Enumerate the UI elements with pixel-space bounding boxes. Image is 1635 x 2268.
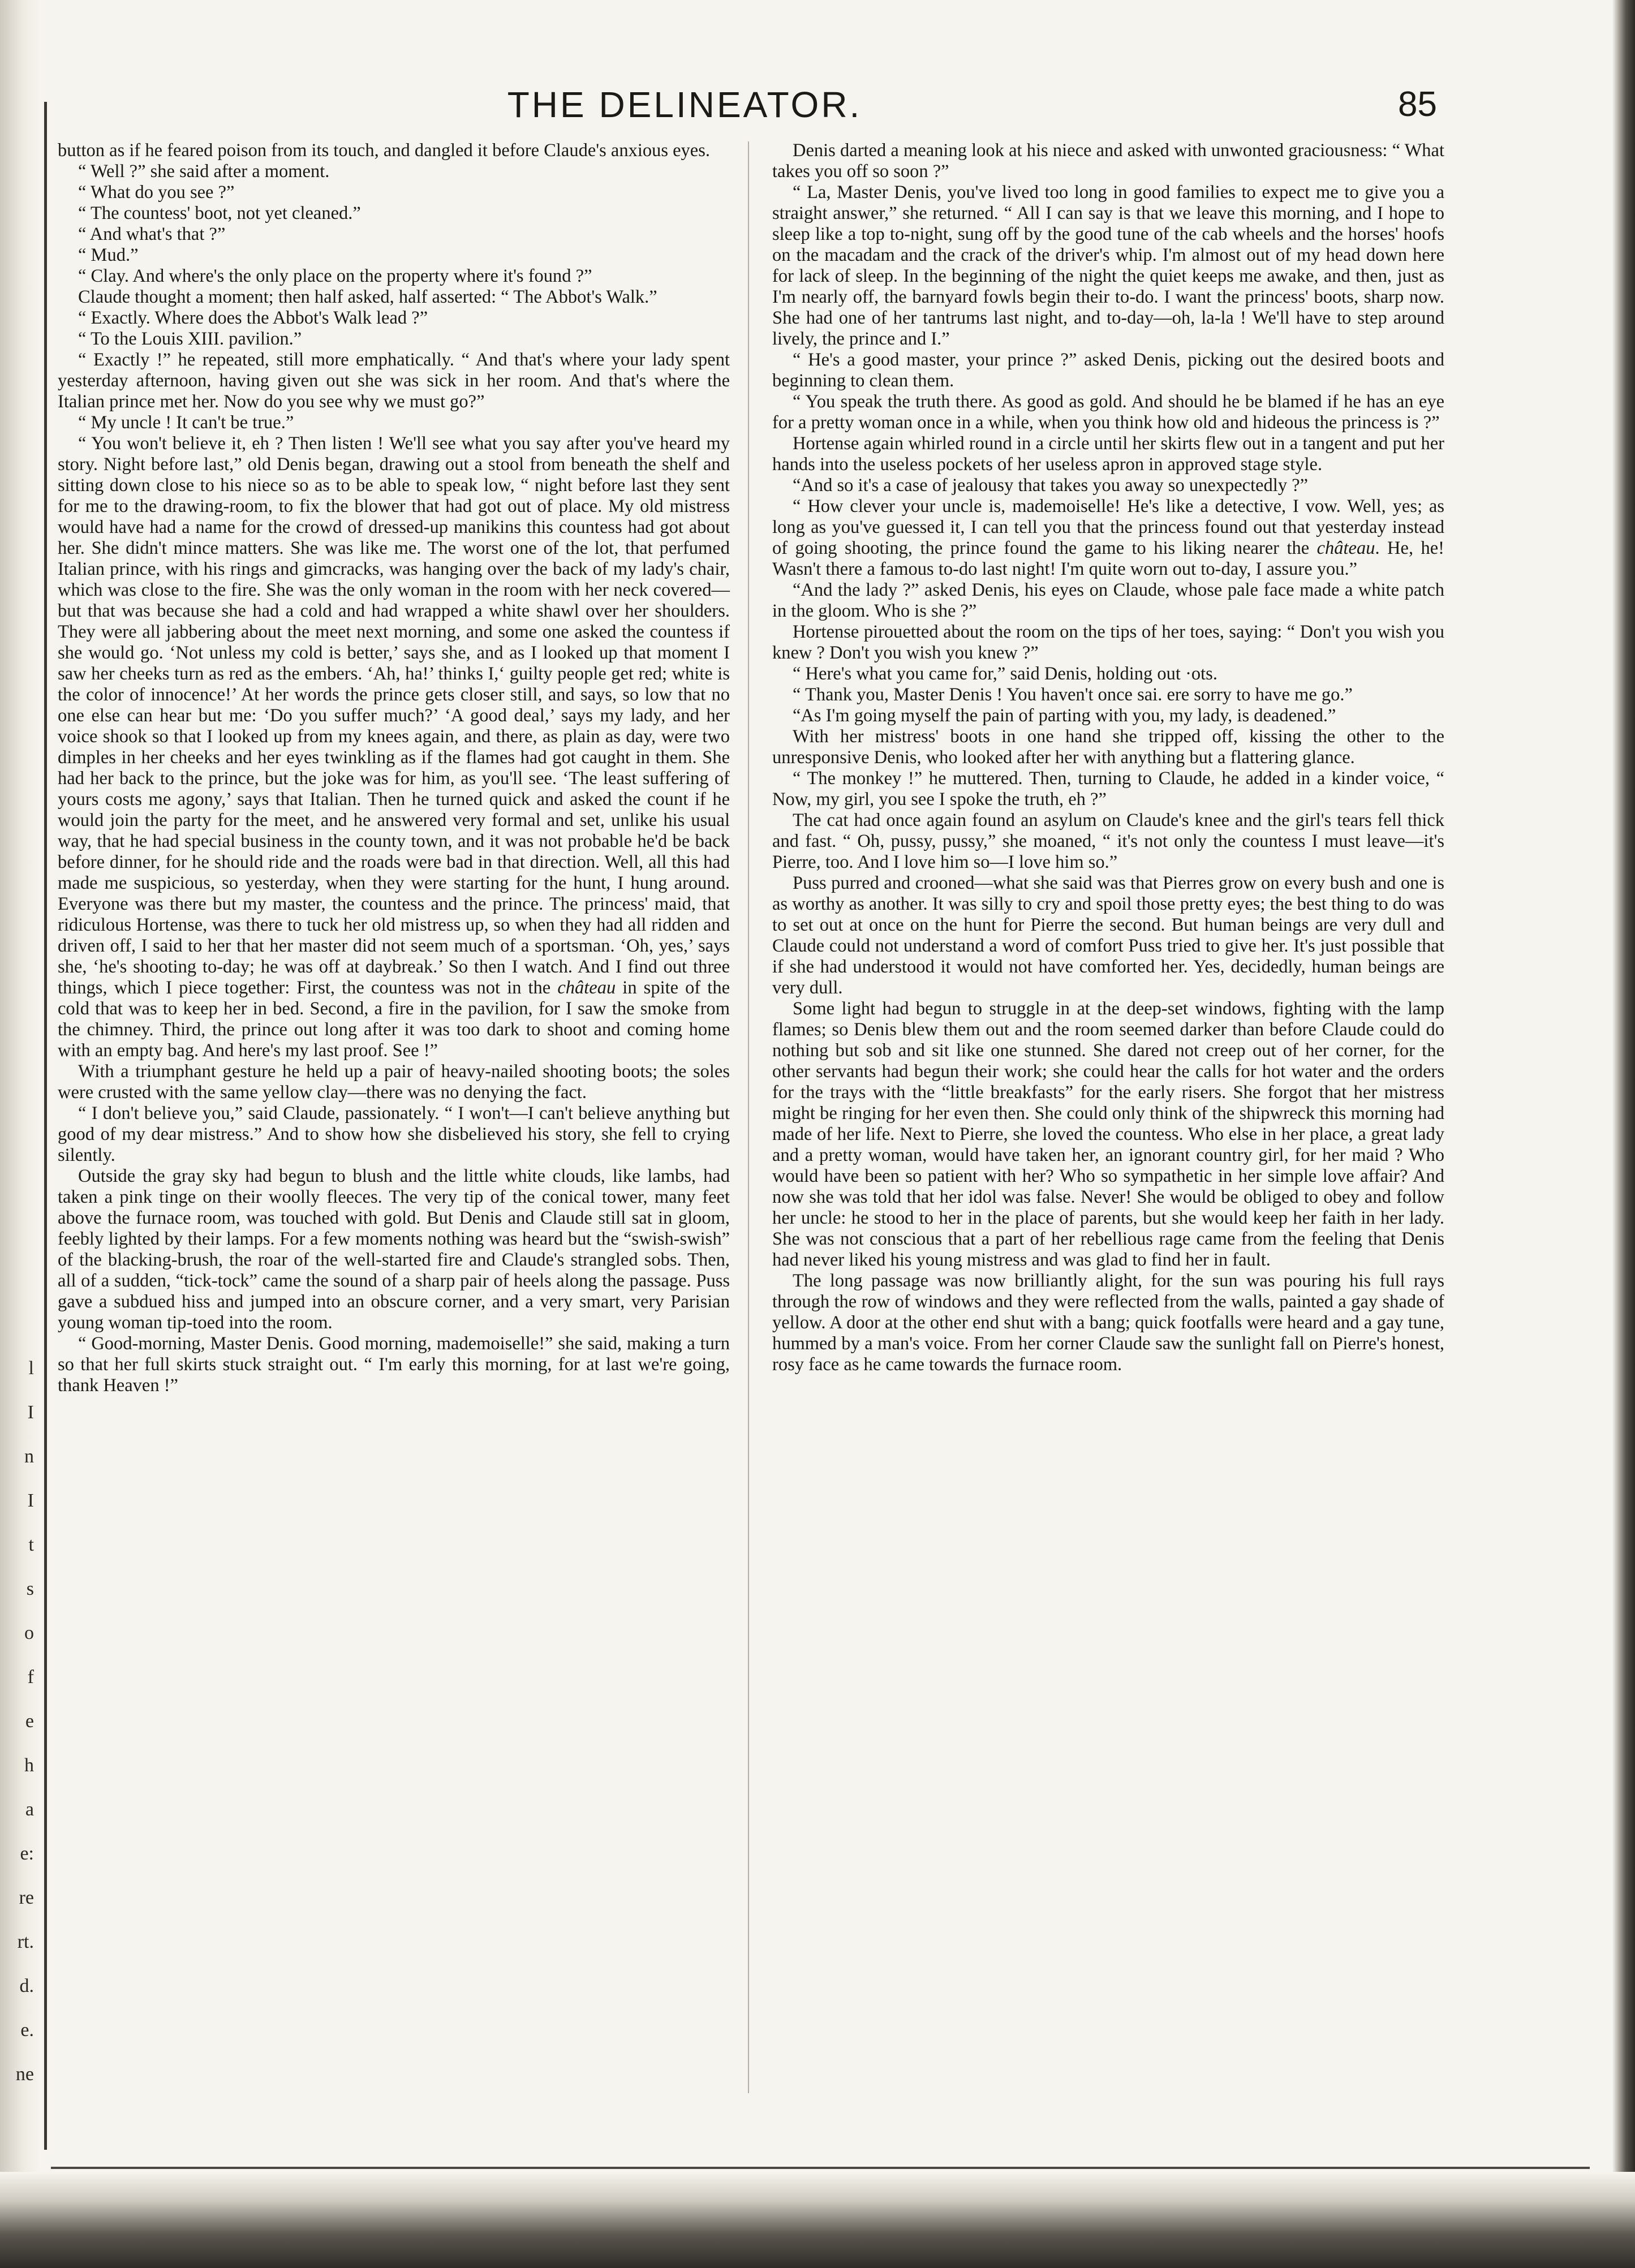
- bottom-rule: [51, 2167, 1590, 2169]
- paragraph: “ Exactly !” he repeated, still more emphatically. “ And that's where your lady spent yesterday afternoon, having given out she was sick in her room. And that's where the Italian prince met her. Now do you see why we must go?”: [58, 350, 730, 412]
- margin-fragment: I: [27, 1402, 34, 1423]
- page-number: 85: [1398, 85, 1437, 124]
- paragraph: Claude thought a moment; then half asked, half asserted: “ The Abbot's Walk.”: [78, 287, 657, 307]
- margin-fragment: t: [28, 1534, 34, 1555]
- margin-fragment: re: [19, 1887, 34, 1908]
- margin-fragment: o: [24, 1623, 34, 1643]
- paragraph: “ Exactly. Where does the Abbot's Walk lead ?”: [78, 308, 428, 328]
- paragraph: The cat had once again found an asylum on Claude's knee and the girl's tears fell thick and fast. “ Oh, pussy, pussy,” she moaned, “ it's not only the countess I must leave—it's Pierre, too. And I love him so—I love him so.”: [772, 810, 1444, 872]
- margin-fragment: rt.: [17, 1931, 34, 1952]
- margin-fragment: I: [27, 1490, 34, 1511]
- margin-fragment: ne: [15, 2064, 34, 2085]
- paragraph: “ You won't believe it, eh ? Then listen ! We'll see what you say after you've heard my story. Night before last,” old Denis began, drawing out a stool from beneath the shelf and sitting down close to his niece so as to be able to speak low, “ night before last they sent for me to the drawing-room, to fix the blower that had got out of place. My old mistress would have had a name for the crowd of dressed-up manikins this countess had got about her. She didn't mince matters. She was like me. The worst one of the lot, that perfumed Italian prince, with his rings and gimcracks, was hanging over the back of my lady's chair, which was close to the fire. She was the only woman in the room with her neck covered—but that was because she had a cold and had wrapped a white shawl over her shoulders. They were all jabbering about the meet next morning, and some one asked the countess if she would go. ‘Not unless my cold is better,’ says she, and as I looked up that moment I saw her cheeks turn as red as the embers. ‘Ah, ha!’ thinks I,‘ guilty people get red; white is the color of innocence!’ At her words the prince gets closer still, and says, so low that no one else can hear but me: ‘Do you suffer much?’ ‘A good deal,’ says my lady, and her voice shook so that I looked up from my knees again, and there, as plain as day, were two dimples in her cheeks and her eyes twinkling as if the flames had got caught in them. She had her back to the prince, but the joke was for him, as you'll see. ‘The least suffering of yours costs me agony,’ says that Italian. Then he turned quick and asked the count if he would join the party for the meet, and he answered very formal and set, unlike his usual way, that he had special business in the county town, and it was not probable he'd be back before dinner, for he should ride and the roads were bad in that direction. Well, all this had made me suspicious, so yesterday, when they were starting for the hunt, I hung around. Everyone was there but my master, the countess and the prince. The princess' maid, that ridiculous Hortense, was there to tuck her old mistress up, so when they had all ridden and driven off, I said to her that her master did not seem much of a sportsman. ‘Oh, yes,’ says she, ‘he's shooting to-day; he was off at daybreak.’ So then I watch. And I find out three things, which I piece together: First, the countess was not in the château in spite of the cold that was to keep her in bed. Second, a fire in the pavilion, for I saw the smoke from the chimney. Third, the prince out long after it was too dark to shoot and coming home with an empty bag. And here's my last proof. See !”: [58, 433, 730, 1061]
- running-header: [57, 79, 1437, 130]
- paragraph: Outside the gray sky had begun to blush and the little white clouds, like lambs, had taken a pink tinge on their woolly fleeces. The very tip of the conical tower, many feet above the furnace room, was touched with gold. But Denis and Claude still sat in gloom, feebly lighted by their lamps. For a few moments nothing was heard but the “swish-swish” of the blacking-brush, the roar of the well-started fire and Claude's strangled sobs. Then, all of a sudden, “tick-tock” came the sound of a sharp pair of heels along the passage. Puss gave a subdued hiss and jumped into an obscure corner, and a very smart, very Parisian young woman tip-toed into the room.: [58, 1166, 730, 1333]
- paragraph: “ The countess' boot, not yet cleaned.”: [78, 203, 361, 223]
- paragraph: “ La, Master Denis, you've lived too long in good families to expect me to give you a straight answer,” she returned. “ All I can say is that we leave this morning, and I hope to sleep like a top to-night, sung off by the good tune of the cab wheels and the horses' hoofs on the macadam and the crack of the driver's whip. I'm almost out of my head down here for lack of sleep. In the beginning of the night the quiet keeps me awake, and then, just as I'm nearly off, the barnyard fowls begin their to-do. I want the princess' boots, sharp now. She had one of her tantrums last night, and to-day—oh, la-la ! We'll have to step around lively, the prince and I.”: [772, 182, 1444, 349]
- paragraph: “ You speak the truth there. As good as gold. And should he be blamed if he has an eye for a pretty woman once in a while, when you think how old and hideous the princess is ?”: [772, 391, 1444, 433]
- margin-fragment: e: [25, 1711, 34, 1732]
- paragraph: “ Well ?” she said after a moment.: [78, 161, 330, 182]
- right-column: [772, 140, 1444, 1375]
- margin-fragment: e:: [20, 1843, 34, 1864]
- paragraph: Some light had begun to struggle in at the deep-set windows, fighting with the lamp flames; so Denis blew them out and the room seemed darker than before Claude could do nothing but sob and sit like one stunned. She dared not creep out of her corner, for the other servants had begun their work; she could hear the calls for hot water and the orders for the trays with the “little breakfasts” for the early risers. She forgot that her mistress might be ringing for her even then. She could only think of the shipwreck this morning had made of her life. Next to Pierre, she loved the countess. Who else in her place, a great lady and a pretty woman, would have taken her, an ignorant country girl, for her maid ? Who would have been so patient with her? Who so sympathetic in her simple love affair? And now she was told that her idol was false. Never! She would be obliged to obey and follow her uncle: he stood to her in the place of parents, but she would keep her faith in her lady. She was not conscious that a part of her rebellious rage came from the feeling that Denis had never liked his young mistress and was glad to find her in fault.: [772, 999, 1444, 1270]
- paragraph: “ Clay. And where's the only place on the property where it's found ?”: [78, 266, 592, 286]
- margin-fragment: a: [25, 1799, 34, 1820]
- paragraph: “ My uncle ! It can't be true.”: [78, 412, 294, 433]
- right-page-edge: [1612, 0, 1635, 2268]
- left-binding-rule: [44, 102, 47, 2150]
- left-column: [58, 140, 730, 1396]
- paragraph: With her mistress' boots in one hand she tripped off, kissing the other to the unresponsive Denis, who looked after her with anything but a flattering glance.: [772, 726, 1444, 768]
- paragraph: Hortense again whirled round in a circle until her skirts flew out in a tangent and put her hands into the useless pockets of her useless apron in approved stage style.: [772, 433, 1444, 475]
- margin-fragments: [0, 1346, 34, 2097]
- paragraph: “ Here's what you came for,” said Denis, holding out ·ots.: [793, 664, 1217, 684]
- paragraph: Puss purred and crooned—what she said was that Pierres grow on every bush and one is as worthy as another. It was silly to cry and spoil those pretty eyes; the best thing to do was to set out at once on the hunt for Pierre the second. But human beings are very dull and Claude could not understand a word of comfort Puss tried to give her. It's just possible that if she had understood it would not have comforted her. Yes, decidedly, human beings are very dull.: [772, 873, 1444, 998]
- paragraph: “As I'm going myself the pain of parting with you, my lady, is deadened.”: [793, 705, 1336, 726]
- paragraph: “And the lady ?” asked Denis, his eyes on Claude, whose pale face made a white patch in the gloom. Who is she ?”: [772, 580, 1444, 621]
- margin-fragment: s: [26, 1578, 34, 1599]
- margin-fragment: l: [28, 1358, 34, 1379]
- margin-fragment: h: [24, 1755, 34, 1776]
- paragraph: “ The monkey !” he muttered. Then, turning to Claude, he added in a kinder voice, “ Now, my girl, you see I spoke the truth, eh ?”: [772, 768, 1444, 810]
- paragraph: “ Mud.”: [78, 245, 139, 265]
- margin-fragment: f: [27, 1667, 34, 1688]
- margin-fragment: n: [24, 1446, 34, 1467]
- paragraph: button as if he feared poison from its touch, and dangled it before Claude's anxious eyes.: [58, 140, 710, 161]
- paragraph: With a triumphant gesture he held up a pair of heavy-nailed shooting boots; the soles were crusted with the same yellow clay—there was no denying the fact.: [58, 1061, 730, 1103]
- margin-fragment: d.: [19, 1976, 34, 1996]
- margin-fragment: e.: [20, 2020, 34, 2041]
- paragraph: “ Thank you, Master Denis ! You haven't once sai. ere sorry to have me go.”: [793, 685, 1353, 705]
- paragraph: “ I don't believe you,” said Claude, passionately. “ I won't—I can't believe anything but good of my dear mistress.” And to show how she disbelieved his story, she fell to crying silently.: [58, 1103, 730, 1165]
- paragraph: Hortense pirouetted about the room on the tips of her toes, saying: “ Don't you wish you knew ? Don't you wish you knew ?”: [772, 622, 1444, 663]
- paragraph: “ How clever your uncle is, mademoiselle! He's like a detective, I vow. Well, yes; as long as you've guessed it, I can tell you that the princess found out that yesterday instead of going shooting, the prince found the game to his liking nearer the château. He, he! Wasn't there a famous to-do last night! I'm quite worn out to-day, I assure you.”: [772, 496, 1444, 579]
- paragraph: “ To the Louis XIII. pavilion.”: [78, 329, 302, 349]
- paragraph: Denis darted a meaning look at his niece and asked with unwonted graciousness: “ What takes you off so soon ?”: [772, 140, 1444, 182]
- paragraph: “ Good-morning, Master Denis. Good morning, mademoiselle!” she said, making a turn so that her full skirts stuck straight out. “ I'm early this morning, for at last we're going, thank Heaven !”: [58, 1333, 730, 1396]
- page-title: THE DELINEATOR.: [507, 84, 862, 125]
- bottom-page-edge: [0, 2172, 1635, 2268]
- paragraph: “ He's a good master, your prince ?” asked Denis, picking out the desired boots and beginning to clean them.: [772, 350, 1444, 391]
- column-divider: [748, 141, 749, 2093]
- paragraph: “And so it's a case of jealousy that takes you away so unexpectedly ?”: [793, 475, 1309, 496]
- paragraph: “ What do you see ?”: [78, 182, 235, 203]
- paragraph: The long passage was now brilliantly alight, for the sun was pouring his full rays through the row of windows and they were reflected from the walls, painted a gay shade of yellow. A door at the other end shut with a bang; quick footfalls were heard and a gay tune, hummed by a man's voice. From her corner Claude saw the sunlight fall on Pierre's honest, rosy face as he came towards the furnace room.: [772, 1271, 1444, 1375]
- paragraph: “ And what's that ?”: [78, 224, 226, 244]
